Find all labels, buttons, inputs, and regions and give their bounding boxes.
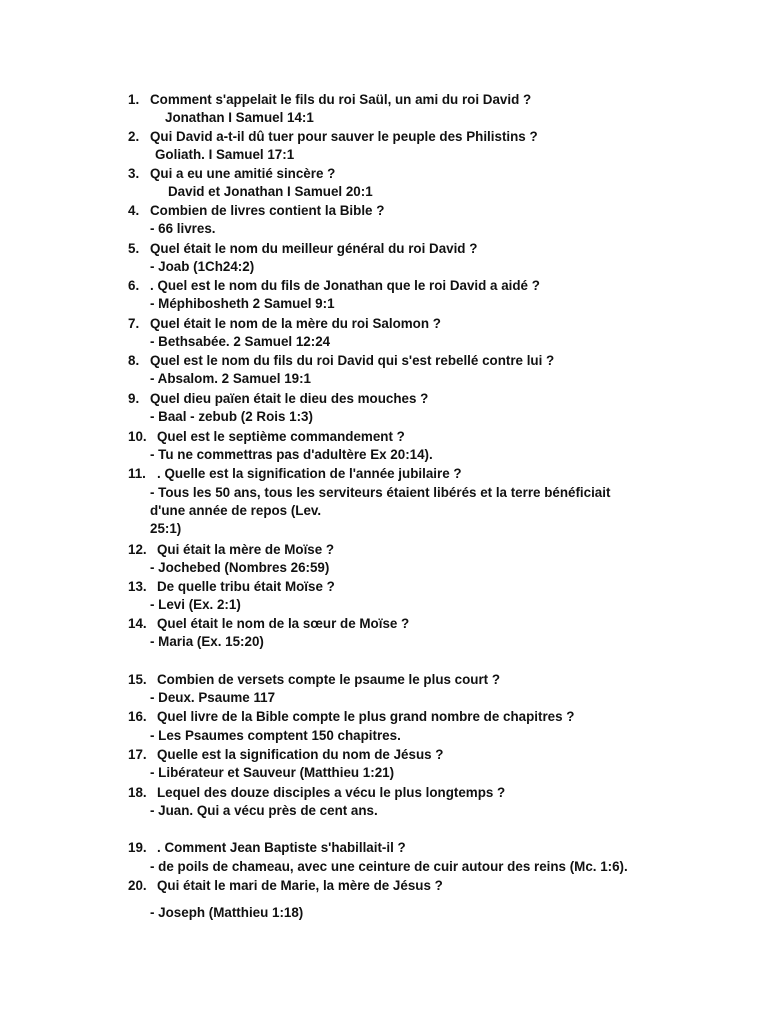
item-number: 16. (128, 709, 147, 724)
item-number: 1. (128, 92, 140, 107)
question-text: Comment s'appelait le fils du roi Saül, un ami du roi David ? (150, 92, 532, 107)
answer-text: - Libérateur et Sauveur (Matthieu 1:21) (150, 765, 395, 780)
item-number: 4. (128, 203, 140, 218)
item-number: 17. (128, 747, 147, 762)
question-text: Quel dieu païen était le dieu des mouches ? (150, 391, 429, 406)
item-number: 3. (128, 166, 140, 181)
question-text: . Quelle est la signification de l'année jubilaire ? (157, 466, 462, 481)
item-number: 14. (128, 616, 147, 631)
answer-text: David et Jonathan I Samuel 20:1 (168, 184, 373, 199)
item-number: 15. (128, 672, 147, 687)
question-text: Quelle est la signification du nom de Jésus ? (157, 747, 444, 762)
question-text: Combien de versets compte le psaume le plus court ? (157, 672, 501, 687)
answer-text: - de poils de chameau, avec une ceinture de cuir autour des reins (Mc. 1:6). (150, 859, 628, 874)
answer-text: - 66 livres. (150, 221, 216, 236)
answer-text: - Joseph (Matthieu 1:18) (150, 905, 304, 920)
question-text: Qui a eu une amitié sincère ? (150, 166, 336, 181)
question-text: De quelle tribu était Moïse ? (157, 579, 335, 594)
question-text: Quel était le nom de la sœur de Moïse ? (157, 616, 410, 631)
answer-text: d'une année de repos (Lev. (150, 503, 322, 518)
answer-text: - Baal - zebub (2 Rois 1:3) (150, 409, 313, 424)
item-number: 19. (128, 840, 147, 855)
answer-text: - Absalom. 2 Samuel 19:1 (150, 371, 311, 386)
item-number: 7. (128, 316, 140, 331)
answer-text: 25:1) (150, 521, 182, 536)
answer-text: - Maria (Ex. 15:20) (150, 634, 264, 649)
item-number: 5. (128, 241, 140, 256)
answer-text: Goliath. I Samuel 17:1 (155, 147, 295, 162)
question-text: . Quel est le nom du fils de Jonathan que le roi David a aidé ? (150, 278, 540, 293)
question-text: Quel est le nom du fils du roi David qui s'est rebellé contre lui ? (150, 353, 555, 368)
question-text: Combien de livres contient la Bible ? (150, 203, 385, 218)
item-number: 6. (128, 278, 140, 293)
question-text: Qui était le mari de Marie, la mère de Jésus ? (157, 878, 443, 893)
item-number: 8. (128, 353, 140, 368)
answer-text: - Jochebed (Nombres 26:59) (150, 560, 330, 575)
answer-text: - Bethsabée. 2 Samuel 12:24 (150, 334, 331, 349)
answer-text: - Joab (1Ch24:2) (150, 259, 255, 274)
answer-text: - Tous les 50 ans, tous les serviteurs étaient libérés et la terre bénéficiait (150, 485, 611, 500)
item-number: 2. (128, 129, 140, 144)
answer-text: - Méphibosheth 2 Samuel 9:1 (150, 296, 335, 311)
answer-text: - Levi (Ex. 2:1) (150, 597, 241, 612)
item-number: 9. (128, 391, 140, 406)
question-text: Qui était la mère de Moïse ? (157, 542, 335, 557)
question-text: . Comment Jean Baptiste s'habillait-il ? (157, 840, 406, 855)
item-number: 11. (128, 466, 146, 481)
question-text: Quel était le nom du meilleur général du roi David ? (150, 241, 478, 256)
item-number: 13. (128, 579, 147, 594)
question-text: Lequel des douze disciples a vécu le plus longtemps ? (157, 785, 506, 800)
question-text: Quel est le septième commandement ? (157, 429, 405, 444)
answer-text: - Tu ne commettras pas d'adultère Ex 20:14). (150, 447, 433, 462)
answer-text: - Les Psaumes comptent 150 chapitres. (150, 728, 401, 743)
item-number: 10. (128, 429, 147, 444)
answer-text: - Deux. Psaume 117 (150, 690, 276, 705)
item-number: 12. (128, 542, 147, 557)
item-number: 18. (128, 785, 147, 800)
question-text: Qui David a-t-il dû tuer pour sauver le peuple des Philistins ? (150, 129, 538, 144)
question-text: Quel livre de la Bible compte le plus grand nombre de chapitres ? (157, 709, 575, 724)
question-text: Quel était le nom de la mère du roi Salomon ? (150, 316, 441, 331)
answer-text: Jonathan I Samuel 14:1 (165, 110, 314, 125)
item-number: 20. (128, 878, 147, 893)
answer-text: - Juan. Qui a vécu près de cent ans. (150, 803, 378, 818)
